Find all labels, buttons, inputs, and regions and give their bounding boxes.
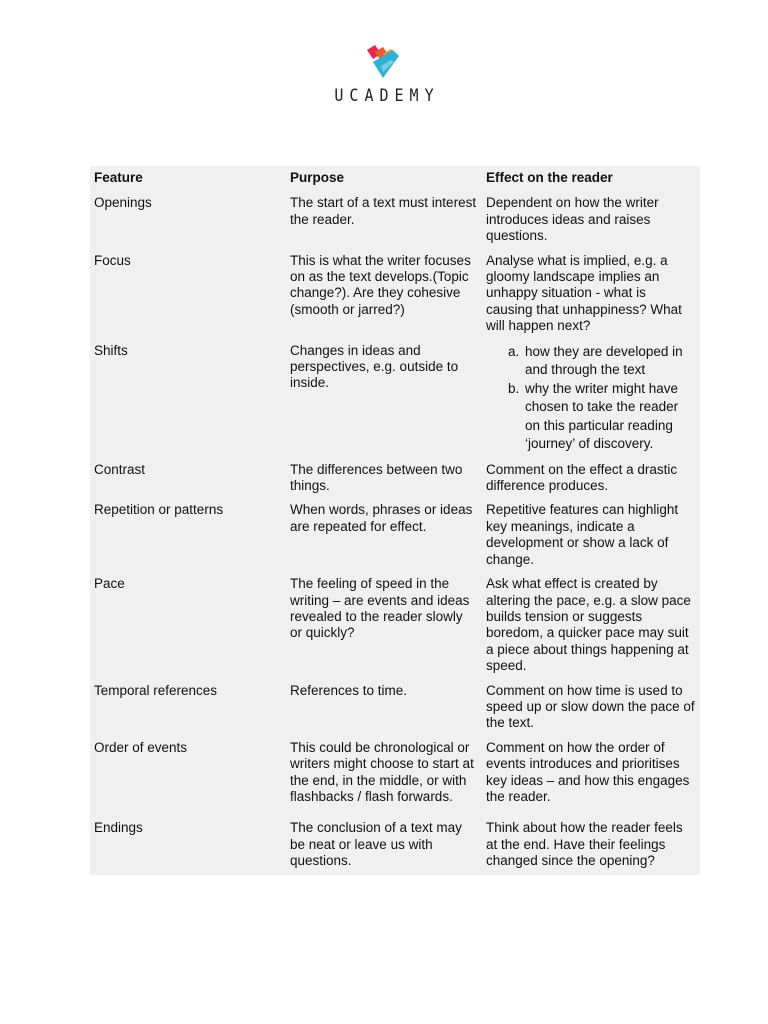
cell-feature: Openings: [94, 195, 152, 211]
list-item: [508, 343, 696, 380]
cell-effect: Comment on how time is used to speed up or slow down the pace of the text.: [486, 682, 695, 731]
list-item-text: how they are developed in and through the text: [525, 343, 683, 378]
feature-table: [90, 166, 700, 875]
cell-feature: Contrast: [94, 461, 146, 477]
cell-feature: Focus: [94, 252, 131, 268]
table-header-row: [90, 166, 700, 192]
cell-effect: Analyse what is implied, e.g. a gloomy landscape implies an unhappy situation - what is causing that unhappiness? What will happen next?: [486, 252, 682, 334]
cell-purpose: The differences between two things.: [290, 461, 463, 494]
cell-effect: Ask what effect is created by altering the pace, e.g. a slow pace builds tension or suggests boredom, a quicker pace may suit a piece about things happening at speed.: [486, 576, 691, 674]
list-item-text: why the writer might have chosen to take the reader on this particular reading ‘journey’ of discovery.: [525, 380, 679, 452]
cell-feature: Shifts: [94, 342, 128, 358]
cell-purpose: This could be chronological or writers might choose to start at the end, in the middle, or with flashbacks / flash forwards.: [290, 739, 474, 804]
cell-effect: Dependent on how the writer introduces ideas and raises questions.: [486, 195, 659, 244]
cell-purpose: This is what the writer focuses on as the text develops.(Topic change?). Are they cohesive (smooth or jarred?): [290, 252, 471, 317]
cell-purpose: Changes in ideas and perspectives, e.g. outside to inside.: [290, 342, 459, 391]
table-row: [90, 680, 700, 737]
table-row: [90, 573, 700, 679]
header-effect: Effect on the reader: [486, 170, 613, 185]
cell-feature: Order of events: [94, 739, 188, 755]
table-row: [90, 459, 700, 500]
list-marker: b.: [508, 380, 520, 396]
ucademy-logo: [0, 44, 768, 104]
list-item: [508, 380, 696, 454]
cell-feature: Endings: [94, 820, 143, 836]
header-feature: Feature: [94, 170, 143, 185]
cell-effect: Comment on how the order of events introduces and prioritises key ideas – and how this engages the reader.: [486, 739, 690, 804]
ucademy-logo-mark: [363, 44, 405, 80]
cell-effect: Think about how the reader feels at the end. Have their feelings changed since the opening?: [486, 820, 683, 869]
table-row: [90, 340, 700, 459]
cell-purpose: References to time.: [290, 682, 408, 698]
effect-list: [486, 343, 696, 454]
cell-feature: Repetition or patterns: [94, 502, 224, 518]
cell-purpose: The conclusion of a text may be neat or leave us with questions.: [290, 820, 462, 869]
table-row: [90, 737, 700, 818]
table-row: [90, 250, 700, 340]
list-marker: a.: [508, 343, 520, 359]
brand-name: UCADEMY: [334, 84, 440, 106]
cell-effect: [482, 340, 700, 459]
cell-purpose: When words, phrases or ideas are repeated for effect.: [290, 502, 473, 534]
cell-effect: Comment on the effect a drastic difference produces.: [486, 461, 678, 494]
cell-effect: Repetitive features can highlight key meanings, indicate a development or show a lack of change.: [486, 502, 679, 567]
table-row: [90, 192, 700, 249]
cell-feature: Temporal references: [94, 682, 218, 698]
table-row: [90, 817, 700, 874]
cell-purpose: The start of a text must interest the reader.: [290, 195, 477, 227]
header-purpose: Purpose: [290, 170, 345, 185]
cell-purpose: The feeling of speed in the writing – are events and ideas revealed to the reader slowly or quickly?: [290, 576, 470, 641]
table-row: [90, 499, 700, 573]
cell-feature: Pace: [94, 576, 125, 592]
